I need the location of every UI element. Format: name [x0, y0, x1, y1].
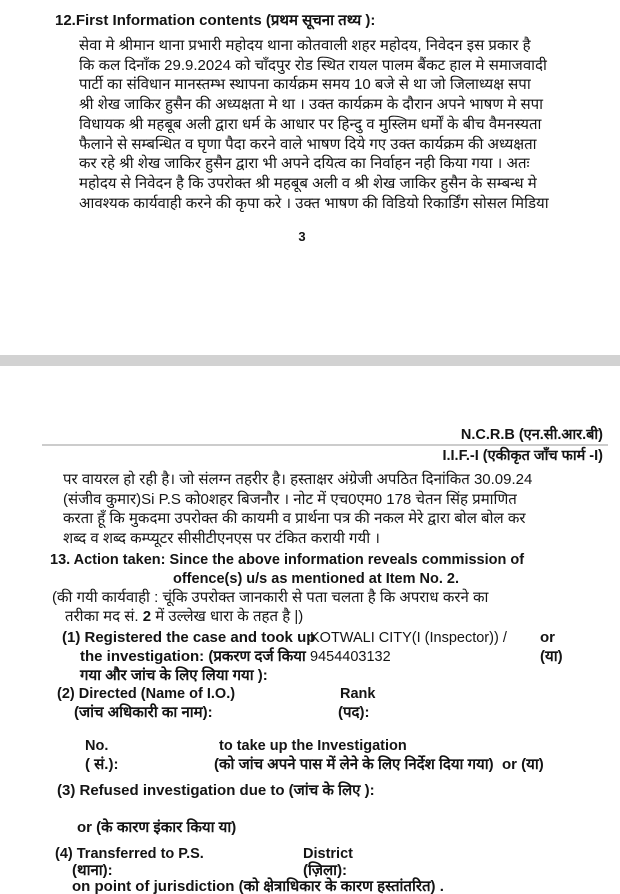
paragraph-line: पार्टी का संविधान मानस्तम्भ स्थापना कार्यक्रम समय 10 बजे से था जो जिलाध्यक्ष सपा	[79, 76, 531, 94]
io-number-label-en: No.	[85, 738, 109, 754]
item4-label-en: (4) Transferred to P.S.	[55, 846, 204, 862]
caption-text: तरीका मद सं.	[65, 608, 143, 625]
action-taken-caption-line1: (की गयी कार्यवाही : चूंकि उपरोक्त जानकारी से पता चलता है कि अपराध करने का	[52, 589, 489, 606]
paragraph-line: शब्द व शब्द कम्प्यूटर सीसीटीएनएस पर टंकित करायी गयी ।	[63, 530, 380, 548]
io-number-label-hi: ( सं.):	[85, 756, 119, 773]
take-up-investigation-label-en: to take up the Investigation	[219, 738, 407, 754]
item3-or-line: or (के कारण इंकार किया या)	[77, 819, 237, 836]
item1-value	[310, 629, 507, 667]
page-number: 3	[298, 229, 306, 244]
action-taken-heading-line2: offence(s) u/s as mentioned at Item No. 2.	[172, 571, 460, 587]
paragraph-line: विधायक श्री महबूब अली द्वारा धर्म के आधार पर हिन्दु व मुस्लिम धर्मों के बीच वैमनस्यता	[79, 115, 542, 133]
item2-rank-label-hi: (पद):	[338, 704, 370, 721]
or-label-hi: (या)	[540, 648, 563, 665]
item2-label-hi: (जांच अधिकारी का नाम):	[74, 704, 213, 721]
take-up-hi-text: (को जांच अपने पास में लेने के लिए निर्देश दिया गया)	[214, 756, 494, 773]
header-rule	[42, 444, 608, 446]
paragraph-line: करता हूँ कि मुकदमा उपरोक्त की कायमी व प्रार्थना पत्र की नकल मेरे द्वारा बोल बोल कर	[63, 510, 526, 528]
paragraph-line: श्री शेख जाकिर हुसैन की अध्यक्षता मे था । उक्त कार्यक्रम के दौरान अपने भाषण मे सपा	[79, 96, 544, 114]
registering-ps-value: KOTWALI CITY(I (Inspector)) /	[310, 630, 507, 646]
paragraph-line: फैलाने से सम्बन्धित व घृणा पैदा करने वाले भाषण दिये गए उक्त कार्यक्रम की अध्यक्षता	[79, 135, 537, 153]
officer-phone-value: 9454403132	[310, 649, 391, 665]
paragraph-line: महोदय से निवेदन है कि उपरोक्त श्री महबूब अली व श्री शेख जाकिर हुसैन के सम्बन्ध मे	[79, 174, 537, 192]
paragraph-line: (संजीव कुमार)Si P.S को0शहर बिजनौर । नोट में एच0एम0 178 चेतन सिंह प्रमाणित	[63, 490, 517, 508]
section12-heading: 12.First Information contents (प्रथम सूचना तथ्य ):	[55, 12, 376, 29]
item4-district-label-en: District	[303, 846, 353, 862]
iif-header: I.I.F.-I (एकीकृत जाँच फार्म -I)	[442, 448, 603, 464]
item1-or-choice	[540, 628, 563, 666]
paragraph-line: सेवा मे श्रीमान थाना प्रभारी महोदय थाना कोतवाली शहर महोदय, निवेदन इस प्रकार है	[79, 37, 531, 54]
paragraph-line: कि कल दिनाँक 29.9.2024 को चाँदपुर रोड स्थित रायल पालम बैंकट हाल मे समाजवादी	[79, 56, 547, 74]
action-taken-caption-line2	[65, 607, 303, 627]
item1-label-line3: गया और जांच के लिए लिया गया ):	[80, 667, 268, 684]
caption-text: में उल्लेख धारा के तहत है |)	[151, 608, 304, 625]
caption-item-number: 2	[142, 608, 152, 625]
fir-contents-paragraph	[79, 36, 579, 213]
or-label-en: or	[540, 629, 555, 646]
paragraph-line: आवश्यक कार्यवाही करने की कृपा करे । उक्त भाषण की विडियो रिकार्डिंग सोसल मिडिया	[79, 194, 549, 212]
take-up-investigation-label-hi	[214, 755, 544, 775]
paragraph-line: कर रहे श्री शेख जाकिर हुसैन द्वारा भी अपने दयित्व का निर्वाहन नही किया गया । अतः	[79, 155, 530, 173]
action-taken-heading-line1: 13. Action taken: Since the above information reveals commission of	[50, 552, 525, 568]
paragraph-line: पर वायरल हो रही है। जो संलग्न तहरीर है। हस्ताक्षर अंग्रेजी अपठित दिनांकित 30.09.24	[63, 471, 533, 488]
ncrb-header: N.C.R.B (एन.सी.आर.बी)	[460, 427, 603, 443]
scribe-note-paragraph	[63, 470, 583, 549]
item2-label-en: (2) Directed (Name of I.O.)	[57, 686, 236, 702]
item2-rank-label-en: Rank	[340, 686, 376, 702]
or-option-label: or (या)	[493, 756, 544, 773]
item4-jurisdiction-line: on point of jurisdiction (को क्षेत्राधिकार के कारण हस्तांतरित) .	[72, 878, 444, 894]
item3-label: (3) Refused investigation due to (जांच के लिए ):	[57, 782, 375, 799]
item4-district-label-hi: (ज़िला):	[303, 862, 348, 879]
page-separator-band	[0, 355, 620, 366]
item1-label-line1: (1) Registered the case and took up	[62, 629, 316, 646]
item1-label-line2: the investigation: (प्रकरण दर्ज किया	[80, 648, 306, 665]
item4-label-hi: (थाना):	[72, 862, 113, 879]
